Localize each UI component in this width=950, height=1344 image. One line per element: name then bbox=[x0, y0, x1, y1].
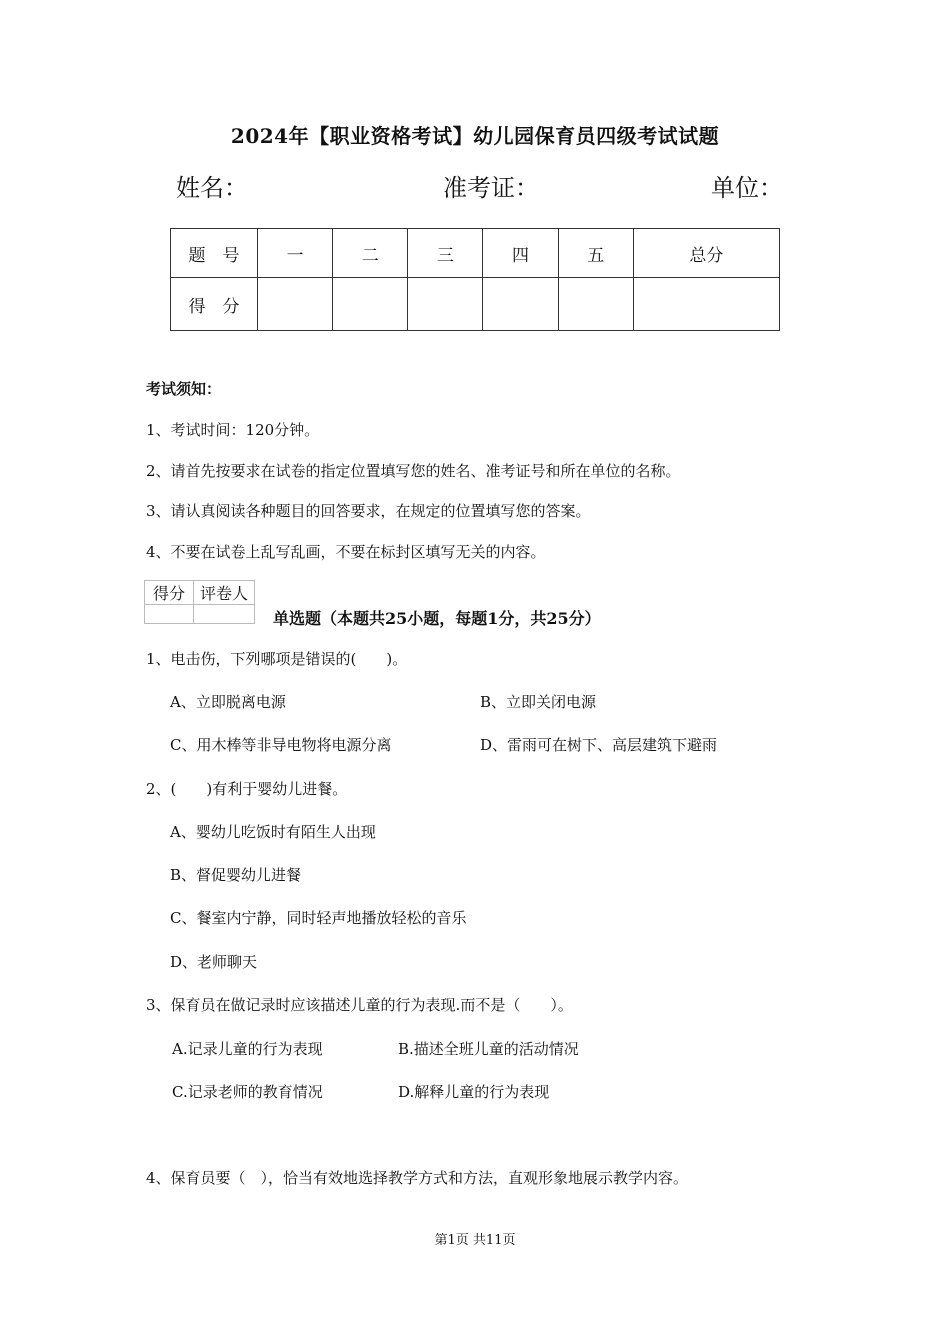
question-option: C、餐室内宁静，同时轻声地播放轻松的音乐 bbox=[170, 909, 467, 927]
question-option: A、立即脱离电源 bbox=[170, 693, 286, 711]
question-option: B.描述全班儿童的活动情况 bbox=[398, 1040, 579, 1058]
notice-item: 3、请认真阅读各种题目的回答要求，在规定的位置填写您的答案。 bbox=[146, 502, 591, 520]
notice-title: 考试须知： bbox=[146, 380, 222, 398]
grader-box-blank bbox=[145, 605, 194, 624]
question-option: A、婴幼儿吃饭时有陌生人出现 bbox=[170, 823, 376, 841]
question-option: C.记录老师的教育情况 bbox=[172, 1083, 323, 1101]
score-blank-cell bbox=[558, 278, 633, 331]
question-option: B、督促婴幼儿进餐 bbox=[170, 866, 302, 884]
score-table-cell: 四 bbox=[483, 229, 558, 278]
score-table-cell: 题 号 bbox=[171, 229, 258, 278]
exam-title: 2024年【职业资格考试】幼儿园保育员四级考试试题 bbox=[230, 124, 720, 148]
score-blank-cell bbox=[483, 278, 558, 331]
score-table-cell: 五 bbox=[558, 229, 633, 278]
page-footer: 第1页 共11页 bbox=[434, 1233, 516, 1248]
unit-field-label: 单位： bbox=[711, 174, 783, 202]
score-table-cell: 得 分 bbox=[171, 278, 258, 331]
notice-item: 4、不要在试卷上乱写乱画，不要在标封区填写无关的内容。 bbox=[146, 543, 546, 561]
question-option: A.记录儿童的行为表现 bbox=[172, 1040, 323, 1058]
notice-item: 2、请首先按要求在试卷的指定位置填写您的姓名、准考证号和所在单位的名称。 bbox=[146, 462, 681, 480]
notice-item: 1、考试时间：120分钟。 bbox=[146, 421, 320, 439]
score-table-cell: 总分 bbox=[633, 229, 779, 278]
score-table-cell: 三 bbox=[408, 229, 483, 278]
score-blank-cell bbox=[333, 278, 408, 331]
question-option: C、用木棒等非导电物将电源分离 bbox=[170, 736, 392, 754]
score-blank-cell bbox=[258, 278, 333, 331]
question-option: D.解释儿童的行为表现 bbox=[398, 1083, 550, 1101]
exam-id-field-label: 准考证： bbox=[443, 174, 539, 202]
question-option: B、立即关闭电源 bbox=[480, 693, 597, 711]
question-option: D、雷雨可在树下、高层建筑下避雨 bbox=[480, 736, 718, 754]
score-table-score-row bbox=[171, 278, 780, 331]
question-stem: 2、( )有利于婴幼儿进餐。 bbox=[146, 780, 348, 798]
grader-box-score-label: 得分 bbox=[145, 581, 194, 605]
score-table-cell: 二 bbox=[333, 229, 408, 278]
question-stem: 4、保育员要（ ），恰当有效地选择教学方式和方法，直观形象地展示教学内容。 bbox=[146, 1169, 689, 1187]
name-field-label: 姓名： bbox=[176, 174, 248, 202]
grader-box bbox=[144, 580, 255, 624]
question-stem: 3、保育员在做记录时应该描述儿童的行为表现.而不是（ ）。 bbox=[146, 996, 573, 1014]
score-table bbox=[170, 228, 780, 331]
section-title: 单选题（本题共25小题，每题1分，共25分） bbox=[273, 609, 601, 628]
score-table-header-row bbox=[171, 229, 780, 278]
grader-box-grader-label: 评卷人 bbox=[194, 581, 255, 605]
question-stem: 1、电击伤，下列哪项是错误的( )。 bbox=[146, 650, 408, 668]
question-option: D、老师聊天 bbox=[170, 953, 258, 971]
score-blank-cell bbox=[408, 278, 483, 331]
score-blank-cell bbox=[633, 278, 779, 331]
grader-box-blank bbox=[194, 605, 255, 624]
score-table-cell: 一 bbox=[258, 229, 333, 278]
